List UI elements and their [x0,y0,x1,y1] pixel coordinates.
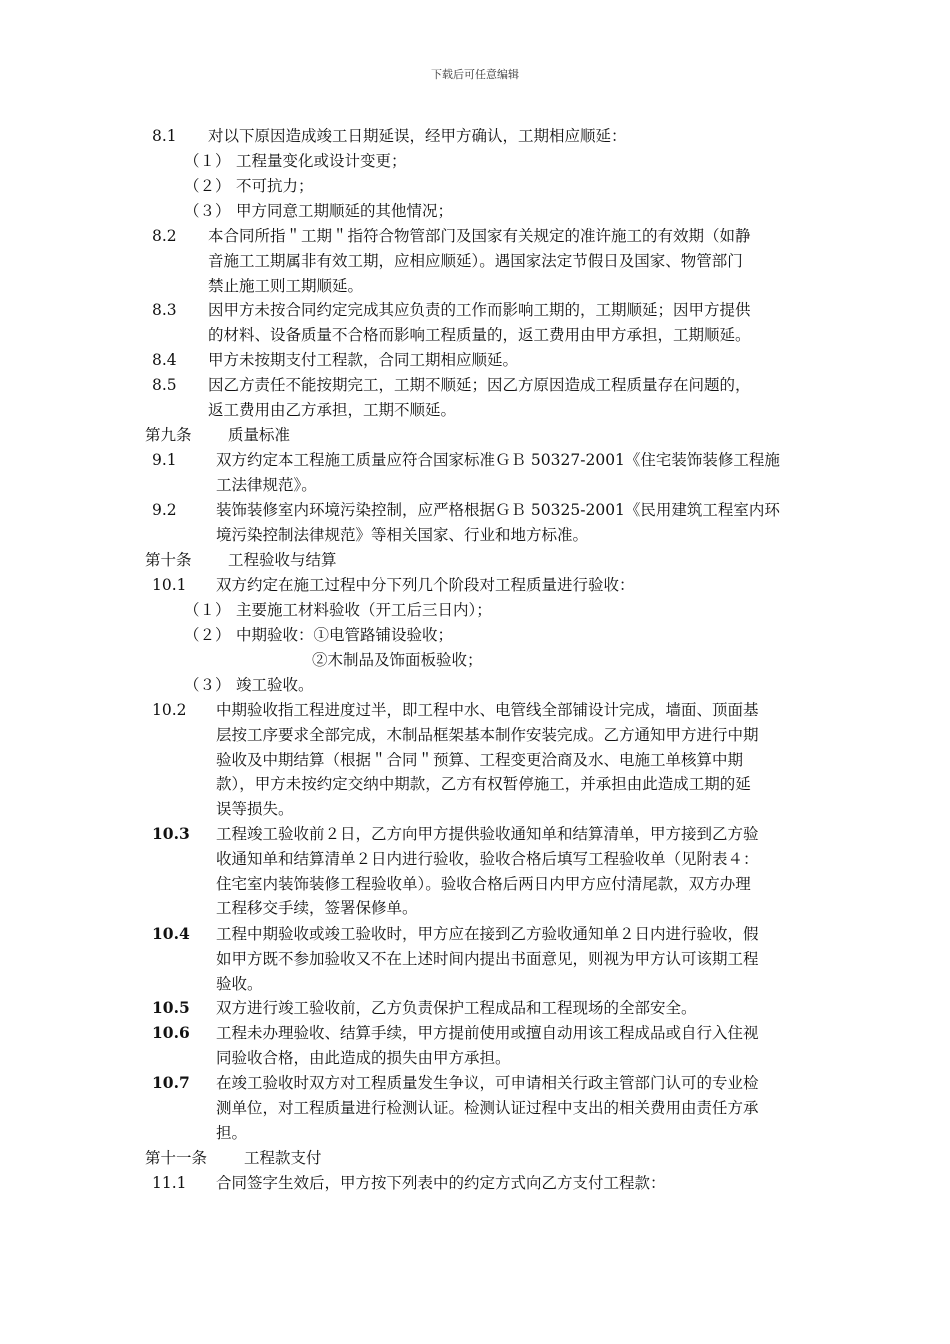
article-title: 工程验收与结算 [228,551,337,569]
clause-text: 双方进行竣工验收前，乙方负责保护工程成品和工程现场的全部安全。 [216,999,697,1017]
list-marker: （２） [184,177,231,195]
article-title: 工程款支付 [244,1149,322,1167]
clause-number: 8.1 [152,127,177,145]
clause-number: 9.1 [152,451,177,469]
clause-number: 8.5 [152,376,177,394]
clause-text: 装饰装修室内环境污染控制，应严格根据ＧＢ 50325-2001《民用建筑工程室内环 境污染控制法律规范》等相关国家、行业和地方标准。 [216,501,780,544]
page-header: 下载后可任意编辑 [431,68,519,81]
article-title: 质量标准 [228,426,291,444]
list-marker: （３） [184,202,231,220]
clause-text: 因甲方未按合同约定完成其应负责的工作而影响工期的，工期顺延；因甲方提供 的材料、设备质量不合格而影响工程质量的，返工费用由甲方承担，工期顺延。 [208,301,751,344]
clause-number: 10.6 [152,1023,190,1042]
list-item: ②木制品及饰面板验收； [312,651,483,669]
clause-number: 11.1 [152,1174,187,1192]
clause-number: 10.3 [152,824,190,843]
clause-text: 因乙方责任不能按期完工，工期不顺延；因乙方原因造成工程质量存在问题的， 返工费用由乙方承担，工期不顺延。 [208,376,751,419]
clause-text: 工程中期验收或竣工验收时，甲方应在接到乙方验收通知单２日内进行验收，假 如甲方既不参加验收又不在上述时间内提出书面意见，则视为甲方认可该期工程 验收。 [216,925,759,993]
clause-text: 双方约定本工程施工质量应符合国家标准ＧＢ 50327-2001《住宅装饰装修工程施 工法律规范》。 [216,451,780,494]
clause-number: 10.1 [152,576,187,594]
clause-text: 工程未办理验收、结算手续，甲方提前使用或擅自动用该工程成品或自行入住视 同验收合格，由此造成的损失由甲方承担。 [216,1024,759,1067]
list-item: 竣工验收。 [236,676,314,694]
list-marker: （３） [184,676,231,694]
clause-number: 8.4 [152,351,177,369]
clause-text: 中期验收指工程进度过半，即工程中水、电管线全部铺设计完成，墙面、顶面基 层按工序要求全部完成，木制品框架基本制作安装完成。乙方通知甲方进行中期 验收及中期结算（根据＂合同＂预算、工程变更洽商及水、电施工单核算中期 款），甲方未按约定交纳中期款，乙方有权暂停施工，并承担由此造成工期的延 误等损失。 [216,701,759,819]
clause-number: 8.3 [152,301,177,319]
article-label: 第九条 [145,426,192,444]
list-marker: （１） [184,601,231,619]
clause-text: 工程竣工验收前２日，乙方向甲方提供验收通知单和结算清单，甲方接到乙方验 收通知单和结算清单２日内进行验收，验收合格后填写工程验收单（见附表４： 住宅室内装饰装修工程验收单）。验收合格后两日内甲方应付清尾款，双方办理 工程移交手续，签署保修单。 [216,825,759,918]
clause-number: 9.2 [152,501,177,519]
list-item: 甲方同意工期顺延的其他情况； [236,202,454,220]
clause-text: 双方约定在施工过程中分下列几个阶段对工程质量进行验收： [216,576,635,594]
clause-text: 在竣工验收时双方对工程质量发生争议，可申请相关行政主管部门认可的专业检 测单位，对工程质量进行检测认证。检测认证过程中支出的相关费用由责任方承 担。 [216,1074,759,1142]
clause-number: 8.2 [152,227,177,245]
clause-text: 本合同所指＂工期＂指符合物管部门及国家有关规定的准许施工的有效期（如静 音施工工期属非有效工期，应相应顺延）。遇国家法定节假日及国家、物管部门 禁止施工则工期顺延。 [208,227,751,295]
clause-number: 10.5 [152,998,190,1017]
clause-text: 对以下原因造成竣工日期延误，经甲方确认，工期相应顺延： [208,127,627,145]
clause-number: 10.7 [152,1073,190,1092]
list-item: 不可抗力； [236,177,314,195]
clause-text: 合同签字生效后，甲方按下列表中的约定方式向乙方支付工程款： [216,1174,666,1192]
list-marker: （２） [184,626,231,644]
clause-number: 10.4 [152,924,190,943]
list-item: 中期验收：①电管路铺设验收； [236,626,454,644]
list-item: 工程量变化或设计变更； [236,152,407,170]
clause-text: 甲方未按期支付工程款，合同工期相应顺延。 [208,351,519,369]
list-marker: （１） [184,152,231,170]
article-label: 第十一条 [145,1149,208,1167]
list-item: 主要施工材料验收（开工后三日内）； [236,601,492,619]
clause-number: 10.2 [152,701,187,719]
article-label: 第十条 [145,551,192,569]
